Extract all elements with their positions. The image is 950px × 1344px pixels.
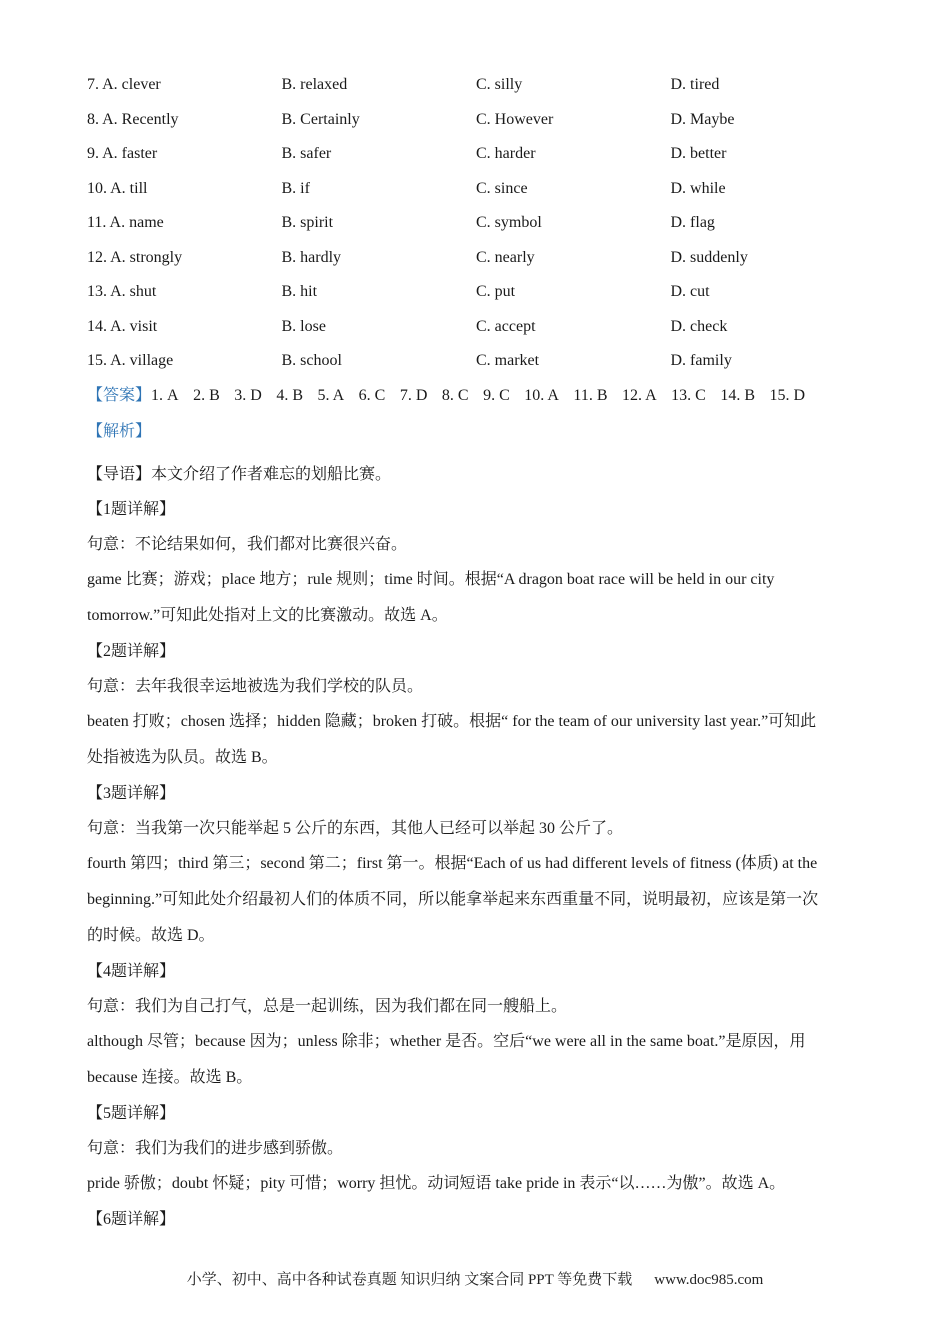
- option-d: D. better: [670, 145, 727, 163]
- option-a: 10. A. till: [87, 179, 148, 197]
- answer-item: 9. C: [483, 387, 510, 404]
- option-d: D. suddenly: [670, 248, 748, 266]
- explanation-line: tomorrow.”可知此处指对上文的比赛激动。故选 A。: [87, 607, 448, 624]
- option-d: D. cut: [670, 283, 710, 301]
- explanation-line: 的时候。故选 D。: [87, 927, 215, 944]
- answer-item: 4. B: [276, 387, 303, 404]
- sentence-meaning: 句意：当我第一次只能举起 5 公斤的东西，其他人已经可以举起 30 公斤了。: [87, 820, 624, 837]
- sentence-meaning: 句意：我们为我们的进步感到骄傲。: [87, 1140, 344, 1157]
- option-b: B. spirit: [281, 214, 334, 232]
- option-c: C. However: [476, 110, 554, 128]
- answer-item: 15. D: [769, 387, 806, 404]
- answer-item: 10. A: [524, 387, 559, 404]
- option-a: 7. A. clever: [87, 76, 161, 94]
- answer-item: 5. A: [317, 387, 345, 404]
- option-b: B. Certainly: [281, 110, 360, 128]
- option-row-13: [87, 275, 887, 310]
- explanation-line: game 比赛；游戏；place 地方；rule 规则；time 时间。根据“A dragon boat race will be held in our city: [87, 571, 775, 588]
- option-b: B. hit: [281, 283, 318, 301]
- option-c: C. nearly: [476, 248, 535, 266]
- option-c: C. accept: [476, 317, 536, 335]
- answer-item: 12. A: [621, 387, 657, 404]
- option-d: D. check: [670, 317, 728, 335]
- sentence-meaning: 句意：我们为自己打气，总是一起训练，因为我们都在同一艘船上。: [87, 998, 568, 1015]
- option-a: 8. A. Recently: [87, 110, 179, 128]
- section-heading: 【5题详解】: [87, 1105, 176, 1122]
- answer-item: 14. B: [720, 387, 755, 404]
- explanation-line: although 尽管；because 因为；unless 除非；whether 是否。空后“we were all in the same boat.”是原因，用: [87, 1033, 806, 1050]
- option-c: C. put: [476, 283, 516, 301]
- answer-item: 6. C: [358, 387, 386, 404]
- option-d: D. flag: [670, 214, 715, 232]
- answer-item: 3. D: [234, 387, 262, 404]
- option-row-14: [87, 310, 887, 345]
- section-heading: 【2题详解】: [87, 643, 176, 660]
- option-row-8: [87, 103, 887, 138]
- option-b: B. lose: [281, 317, 326, 335]
- option-row-9: [87, 137, 887, 172]
- option-a: 9. A. faster: [87, 145, 158, 163]
- option-a: 11. A. name: [87, 214, 164, 232]
- answer-label: 【答案】: [87, 387, 152, 404]
- analysis-body: [87, 457, 867, 1237]
- section-heading: 【1题详解】: [87, 501, 176, 518]
- option-d: D. tired: [670, 76, 720, 94]
- footer-url[interactable]: www.doc985.com: [654, 1272, 764, 1288]
- answer-item: 11. B: [573, 387, 608, 404]
- option-b: B. relaxed: [281, 76, 348, 94]
- sentence-meaning: 句意：去年我很幸运地被选为我们学校的队员。: [87, 678, 424, 695]
- option-c: C. symbol: [476, 214, 542, 232]
- page-footer: [0, 1268, 950, 1289]
- sentence-meaning: 句意：不论结果如何，我们都对比赛很兴奋。: [87, 536, 408, 553]
- option-d: D. family: [670, 352, 732, 370]
- option-a: 15. A. village: [87, 352, 174, 370]
- option-a: 12. A. strongly: [87, 248, 183, 266]
- option-b: B. if: [281, 179, 310, 197]
- option-d: D. while: [670, 179, 726, 197]
- intro-line: 【导语】本文介绍了作者难忘的划船比赛。: [87, 466, 392, 483]
- option-b: B. hardly: [281, 248, 342, 266]
- option-a: 13. A. shut: [87, 283, 157, 301]
- option-d: D. Maybe: [670, 110, 735, 128]
- answer-item: 1. A: [151, 387, 179, 404]
- option-b: B. safer: [281, 145, 332, 163]
- answer-line: [87, 386, 805, 406]
- option-c: C. harder: [476, 145, 536, 163]
- option-table: [87, 68, 887, 379]
- option-row-10: [87, 172, 887, 207]
- explanation-line: 处指被选为队员。故选 B。: [87, 749, 278, 766]
- section-heading: 【6题详解】: [87, 1211, 176, 1228]
- option-row-15: [87, 344, 887, 379]
- explanation-line: pride 骄傲；doubt 怀疑；pity 可惜；worry 担忧。动词短语 take pride in 表示“以……为傲”。故选 A。: [87, 1175, 786, 1192]
- section-heading: 【3题详解】: [87, 785, 176, 802]
- analysis-label: 【解析】: [87, 423, 152, 440]
- option-c: C. market: [476, 352, 540, 370]
- answer-item: 13. C: [671, 387, 706, 404]
- option-c: C. since: [476, 179, 528, 197]
- explanation-line: beaten 打败；chosen 选择；hidden 隐藏；broken 打破。根据“ for the team of our university last year.”可知此: [87, 713, 817, 730]
- explanation-line: fourth 第四；third 第三；second 第二；first 第一。根据“Each of us had different levels of fitness (体质) at the: [87, 855, 818, 872]
- answer-item: 2. B: [193, 387, 220, 404]
- explanation-line: beginning.”可知此处介绍最初人们的体质不同，所以能拿举起来东西重量不同，说明最初，应该是第一次: [87, 891, 819, 908]
- option-row-11: [87, 206, 887, 241]
- explanation-line: because 连接。故选 B。: [87, 1069, 253, 1086]
- option-row-7: [87, 68, 887, 103]
- section-heading: 【4题详解】: [87, 963, 176, 980]
- answer-item: 7. D: [399, 387, 428, 404]
- option-c: C. silly: [476, 76, 523, 94]
- footer-text: 小学、初中、高中各种试卷真题 知识归纳 文案合同 PPT 等免费下载: [186, 1272, 633, 1288]
- option-a: 14. A. visit: [87, 317, 158, 335]
- option-row-12: [87, 241, 887, 276]
- option-b: B. school: [281, 352, 342, 370]
- answer-item: 8. C: [441, 387, 469, 404]
